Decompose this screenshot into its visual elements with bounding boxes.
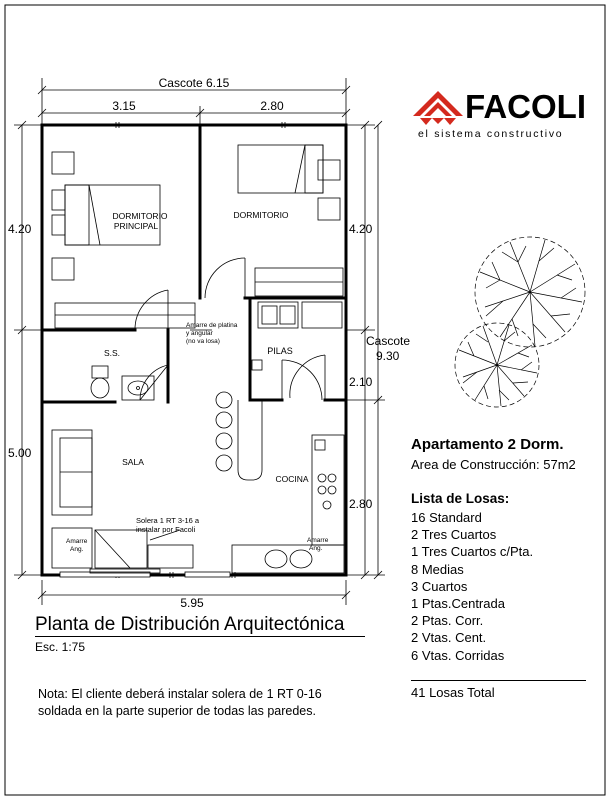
list-item: 8 Medias — [411, 561, 464, 577]
annotation-solera-2: instalar por Facoli — [136, 525, 196, 534]
list-item: 16 Standard — [411, 510, 482, 525]
room-label-master-2: PRINCIPAL — [113, 221, 159, 231]
list-item: 1 Tres Cuartos c/Pta. — [411, 544, 534, 560]
room-label-cocina: COCINA — [275, 474, 309, 484]
list-item: 2 Tres Cuartos — [411, 527, 497, 543]
bedroom2-furniture — [238, 145, 343, 296]
list-item: 3 Cuartos — [411, 578, 468, 594]
annotation-amarre-3: (no va losa) — [186, 338, 220, 345]
laundry-fixtures — [252, 302, 342, 370]
dim-top-right: 2.80 — [260, 99, 284, 113]
annotation-amarre-ang-right-1: Amarre — [307, 537, 329, 544]
dim-right-lower: 2.80 — [349, 497, 373, 511]
annotation-solera-1: Solera 1 RT 3-16 a — [136, 516, 200, 525]
losas-list-title: Lista de Losas: — [411, 491, 510, 506]
annotation-amarre-1: Amarre de platina — [186, 322, 238, 329]
facoli-logo-icon — [412, 90, 464, 126]
plan-title-underline — [35, 636, 365, 637]
dim-right-upper: 4.20 — [349, 222, 373, 236]
annotation-amarre-ang-left-1: Amarre — [66, 538, 88, 545]
list-item: 1 Ptas.Centrada — [411, 596, 505, 612]
apartment-title: Apartamento 2 Dorm. — [411, 436, 564, 453]
room-label-pilas: PILAS — [267, 346, 293, 356]
windows — [60, 569, 230, 577]
dim-top-total: Cascote 6.15 — [158, 76, 230, 90]
list-item: 6 Vtas. Corridas — [411, 647, 505, 663]
losas-total: 41 Losas Total — [411, 685, 495, 700]
walls — [42, 125, 346, 575]
facoli-logo — [412, 90, 590, 146]
list-item: 2 Vtas. Cent. — [411, 630, 487, 646]
annotation-amarre-ang-right-2: Ang. — [309, 545, 323, 552]
dim-right-cascote-value: 9.30 — [376, 349, 400, 363]
tree-icon — [475, 237, 585, 347]
master-bedroom-furniture — [52, 152, 195, 328]
client-note: Nota: El cliente deberá instalar solera de 1 RT 0-16 soldada en la parte superior de todas las paredes. — [38, 687, 322, 718]
logo-tagline: el sistema constructivo — [418, 128, 564, 140]
total-divider — [411, 680, 586, 681]
annotation-amarre-ang-left-2: Ang. — [70, 546, 84, 553]
plan-title: Planta de Distribución Arquitectónica — [35, 614, 345, 635]
logo-brand-text: FACOLI — [465, 88, 586, 125]
list-item: 2 Ptas. Corr. — [411, 613, 484, 629]
dim-top-left: 3.15 — [112, 99, 136, 113]
room-label-bedroom: DORMITORIO — [233, 210, 289, 220]
dim-bottom: 5.95 — [180, 596, 204, 610]
room-label-master-1: DORMITORIO — [112, 211, 168, 221]
plan-scale: Esc. 1:75 — [35, 640, 86, 654]
dim-left-lower: 5.00 — [8, 446, 32, 460]
losas-list — [411, 509, 533, 664]
annotation-amarre-2: y angular — [186, 330, 213, 337]
room-label-ss: S.S. — [103, 348, 121, 358]
construction-area: Area de Construcción: 57m2 — [411, 457, 576, 472]
dim-right-cascote-label: Cascote — [366, 334, 411, 348]
doors — [135, 258, 325, 400]
dim-right-mid: 2.10 — [349, 375, 373, 389]
room-label-sala: SALA — [122, 457, 144, 467]
dim-left-upper: 4.20 — [8, 222, 32, 236]
leader-lines — [150, 330, 212, 540]
